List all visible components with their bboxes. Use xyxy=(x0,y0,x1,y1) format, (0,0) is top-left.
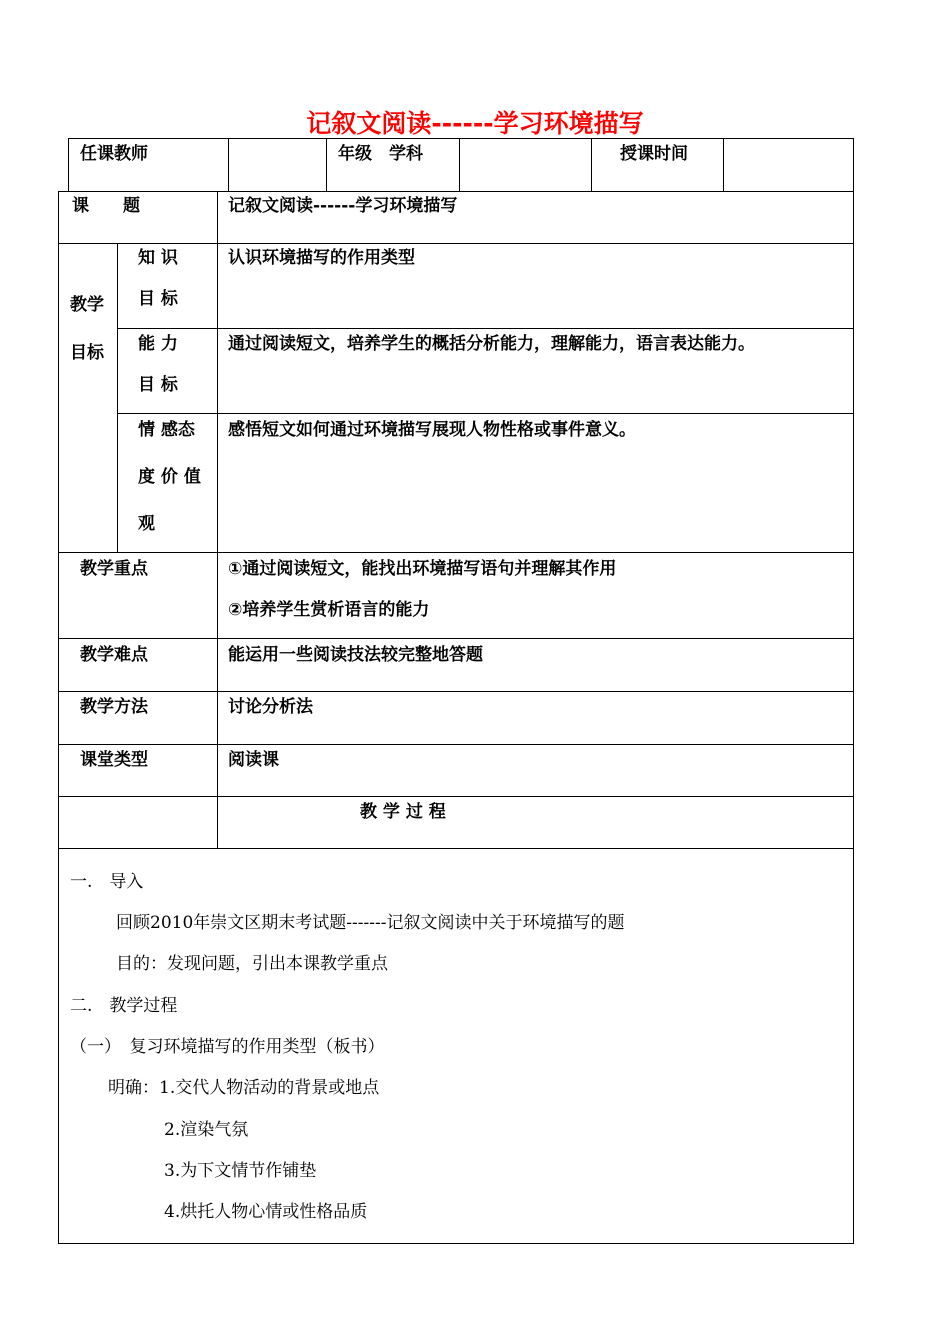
method-value: 讨论分析法 xyxy=(228,697,313,717)
ability-goal-label: 能 力 xyxy=(138,334,178,354)
ability-goal-label: 目 标 xyxy=(138,375,178,395)
knowledge-goal-label: 知 识 xyxy=(138,248,178,268)
difficulty-value: 能运用一些阅读技法较完整地答题 xyxy=(228,645,483,665)
time-label: 授课时间 xyxy=(620,144,688,164)
class-type-value: 阅读课 xyxy=(228,750,279,770)
emotion-goal-label: 度 价 值 xyxy=(138,467,201,487)
topic-value: 记叙文阅读------学习环境描写 xyxy=(228,196,458,216)
teacher-label: 任课教师 xyxy=(80,144,148,164)
grade-subject-label: 年级 学科 xyxy=(338,144,423,164)
difficulty-label: 教学难点 xyxy=(80,645,148,665)
class-type-label: 课堂类型 xyxy=(80,750,148,770)
method-label: 教学方法 xyxy=(80,697,148,717)
goals-label: 教学 xyxy=(70,295,104,315)
ability-goal-value: 通过阅读短文，培养学生的概括分析能力，理解能力，语言表达能力。 xyxy=(228,334,755,354)
header-table xyxy=(68,138,854,192)
list-item: 3.为下文情节作铺垫 xyxy=(164,1161,317,1181)
section-heading: 二. 教学过程 xyxy=(70,996,178,1016)
body-line: 回顾2010年崇文区期末考试题-------记叙文阅读中关于环境描写的题 xyxy=(116,913,625,933)
knowledge-goal-value: 认识环境描写的作用类型 xyxy=(228,248,415,268)
subsection-heading: （一） 复习环境描写的作用类型（板书） xyxy=(70,1037,385,1057)
emotion-goal-label: 观 xyxy=(138,514,155,534)
list-item: 2.渲染气氛 xyxy=(164,1120,249,1140)
topic-label: 课 题 xyxy=(72,196,140,216)
keypoint-value: ①通过阅读短文，能找出环境描写语句并理解其作用 xyxy=(228,559,617,579)
section-heading: 一. 导入 xyxy=(70,872,144,892)
body-line: 目的：发现问题，引出本课教学重点 xyxy=(116,954,388,974)
emotion-goal-label: 情 感态 xyxy=(138,420,195,440)
list-item: 4.烘托人物心情或性格品质 xyxy=(164,1202,368,1222)
page-title: 记叙文阅读------学习环境描写 xyxy=(306,109,644,138)
process-heading: 教 学 过 程 xyxy=(360,802,446,822)
keypoint-value: ②培养学生赏析语言的能力 xyxy=(228,600,430,620)
body-line: 明确：1.交代人物活动的背景或地点 xyxy=(108,1078,380,1098)
goals-label: 目标 xyxy=(70,343,104,363)
keypoint-label: 教学重点 xyxy=(80,559,148,579)
emotion-goal-value: 感悟短文如何通过环境描写展现人物性格或事件意义。 xyxy=(228,420,636,440)
knowledge-goal-label: 目 标 xyxy=(138,289,178,309)
